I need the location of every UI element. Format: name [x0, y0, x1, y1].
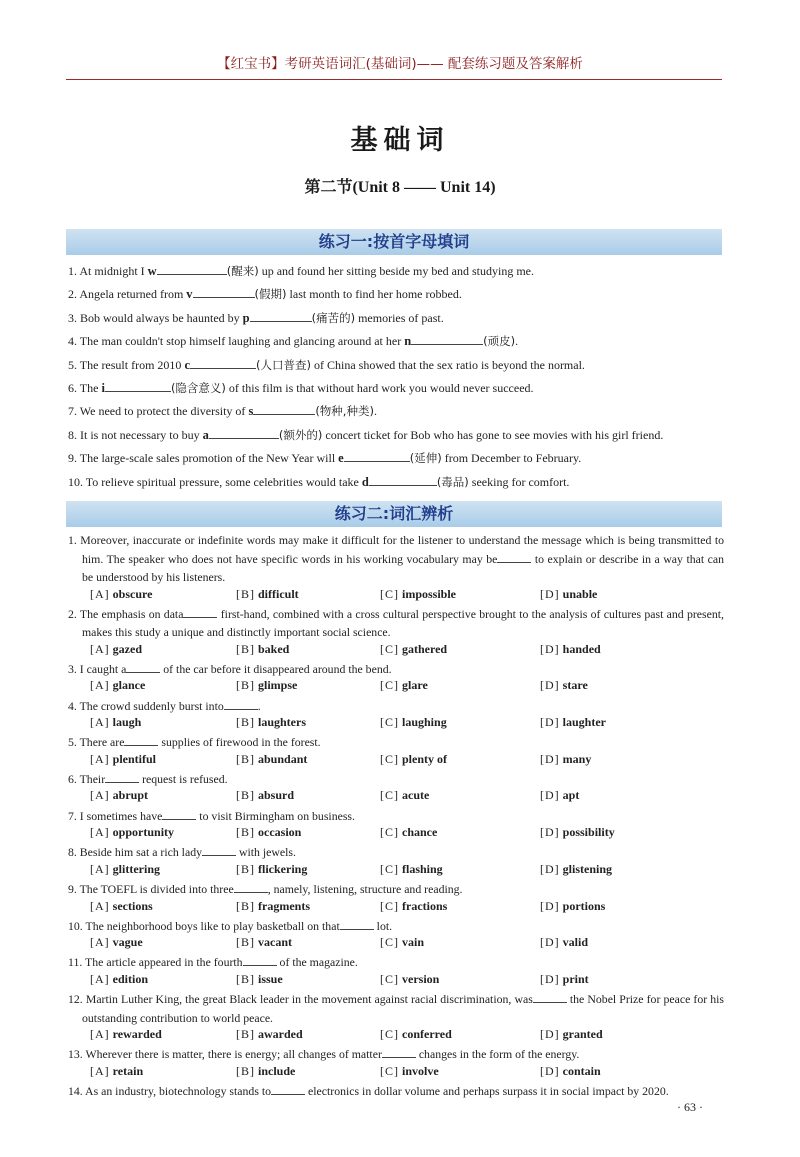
question-stem — [68, 605, 724, 642]
question-text-end: last month to find her home robbed. — [286, 287, 462, 302]
question-stem — [68, 660, 724, 679]
option-choice[interactable] — [236, 1027, 303, 1042]
answer-blank[interactable] — [344, 449, 410, 462]
option-label: [D] — [540, 751, 560, 766]
option-choice[interactable] — [236, 825, 301, 840]
page-title: 基础词 — [350, 125, 450, 156]
question-item — [68, 449, 720, 472]
option-label: [B] — [236, 715, 255, 730]
first-letter: s — [248, 404, 254, 419]
option-label: [D] — [540, 641, 560, 656]
question-item — [68, 309, 720, 332]
answer-blank[interactable] — [157, 262, 227, 275]
option-word: involve — [402, 1063, 439, 1078]
option-label: [C] — [380, 788, 399, 803]
option-choice[interactable] — [380, 1064, 439, 1079]
first-letter: i — [101, 380, 105, 395]
exercise1-banner: 练习一:按首字母填词 — [66, 229, 722, 255]
option-label: [B] — [236, 825, 255, 840]
answer-blank[interactable] — [271, 1082, 305, 1095]
option-choice[interactable] — [90, 899, 153, 914]
answer-blank[interactable] — [382, 1045, 416, 1058]
option-choice[interactable] — [236, 642, 289, 657]
question-text-end: supplies of firewood in the forest. — [158, 735, 321, 750]
question-stem — [68, 697, 724, 716]
answer-blank[interactable] — [105, 770, 139, 783]
option-choice[interactable] — [380, 972, 439, 987]
option-label: [A] — [90, 1063, 110, 1078]
options-row — [68, 642, 724, 660]
question-text: 5. There are — [68, 735, 125, 750]
option-choice[interactable] — [380, 935, 424, 950]
option-choice[interactable] — [90, 935, 143, 950]
option-label: [C] — [380, 678, 399, 693]
option-label: [D] — [540, 1063, 560, 1078]
option-choice[interactable] — [90, 1027, 162, 1042]
question-item — [68, 402, 720, 425]
question-stem — [68, 953, 724, 972]
option-choice[interactable] — [540, 899, 605, 914]
question-stem — [68, 843, 724, 862]
option-choice[interactable] — [540, 825, 615, 840]
answer-blank[interactable] — [243, 953, 277, 966]
options-row — [68, 972, 724, 990]
option-label: [A] — [90, 641, 110, 656]
question-text-end: with jewels. — [236, 845, 296, 860]
answer-blank[interactable] — [124, 733, 158, 746]
option-choice[interactable] — [540, 642, 601, 657]
option-word: apt — [562, 788, 580, 803]
option-label: [C] — [380, 1063, 399, 1078]
option-choice[interactable] — [540, 715, 606, 730]
option-label: [C] — [380, 898, 399, 913]
option-choice[interactable] — [90, 972, 148, 987]
option-word: occasion — [258, 825, 302, 840]
option-choice[interactable] — [236, 1064, 295, 1079]
option-label: [A] — [90, 861, 110, 876]
option-choice[interactable] — [540, 1027, 603, 1042]
chinese-hint: (物种,种类) — [315, 404, 374, 419]
option-label: [B] — [236, 641, 255, 656]
question-item — [68, 332, 720, 355]
chinese-hint: (毒品) — [436, 474, 469, 489]
chinese-hint: (延伸) — [409, 451, 442, 466]
exercise2-list — [68, 531, 724, 1100]
option-label: [D] — [540, 898, 560, 913]
question-stem — [68, 770, 724, 789]
option-word: valid — [562, 935, 589, 950]
options-row — [68, 587, 724, 605]
option-choice[interactable] — [380, 678, 428, 693]
option-word: glittering — [112, 861, 160, 876]
option-label: [C] — [380, 861, 399, 876]
chinese-hint: (隐含意义) — [170, 380, 226, 395]
question-text: 1. At midnight I — [68, 264, 148, 278]
question-text-end: of the magazine. — [276, 955, 358, 970]
question-item — [68, 285, 720, 308]
option-choice[interactable] — [90, 1064, 143, 1079]
option-word: handed — [562, 641, 601, 656]
option-word: impossible — [402, 586, 457, 601]
option-word: chance — [402, 825, 438, 840]
option-word: vain — [402, 935, 425, 950]
question-text-end: from December to February. — [441, 451, 582, 466]
chinese-hint: (人口普查) — [256, 357, 311, 372]
answer-blank[interactable] — [533, 990, 567, 1003]
running-header: 【红宝书】考研英语词汇(基础词)—— 配套练习题及答案解析 — [217, 56, 583, 72]
question-text: 9. The large-scale sales promotion of the New Year will — [68, 451, 339, 466]
option-choice[interactable] — [236, 935, 292, 950]
option-label: [A] — [90, 935, 110, 950]
question-text: 14. As an industry, biotechnology stands to — [68, 1083, 272, 1098]
option-label: [B] — [236, 751, 255, 766]
question-stem — [68, 880, 724, 899]
first-letter: w — [147, 264, 157, 278]
option-word: print — [562, 971, 589, 986]
option-word: awarded — [258, 1027, 303, 1042]
answer-blank[interactable] — [234, 880, 268, 893]
option-word: plentiful — [112, 751, 157, 766]
question-text-end: of this film is that without hard work you would never succeed. — [225, 380, 534, 395]
option-label: [A] — [90, 586, 110, 601]
first-letter: d — [361, 474, 369, 489]
question-text-end: electronics in dollar volume and perhaps surpass it in social impact by 2020. — [305, 1083, 669, 1098]
option-word: issue — [258, 971, 283, 986]
option-choice[interactable] — [380, 642, 447, 657]
question-text-end: . — [257, 698, 261, 713]
option-label: [D] — [540, 678, 560, 693]
question-text-end: changes in the form of the energy. — [415, 1047, 580, 1062]
option-word: acute — [402, 788, 430, 803]
answer-blank[interactable] — [250, 309, 312, 322]
options-row — [68, 715, 724, 733]
option-label: [A] — [90, 825, 110, 840]
question-text-end: first-hand, combined with a cross cultural perspective brought to the analysis of cultures past and present, makes this study a unique and distinctly important social science. — [82, 606, 724, 640]
question-text: 10. To relieve spiritual pressure, some celebrities would take — [68, 474, 362, 489]
option-label: [C] — [380, 715, 399, 730]
option-word: difficult — [258, 586, 299, 601]
options-row — [68, 825, 724, 843]
option-choice[interactable] — [380, 825, 437, 840]
question-text: 6. The — [68, 380, 102, 395]
question-text: 8. It is not necessary to buy — [68, 427, 203, 442]
chinese-hint: (假期) — [254, 287, 287, 302]
chinese-hint: (额外的) — [278, 427, 323, 442]
option-label: [D] — [540, 586, 560, 601]
question-item — [68, 356, 720, 379]
first-letter: e — [338, 451, 344, 466]
answer-blank[interactable] — [411, 332, 483, 345]
question-text: 4. The crowd suddenly burst into — [68, 698, 224, 713]
question-text: 1. Moreover, inaccurate or indefinite words may make it difficult for the listener to understand the message which is being transmitted to him. The speaker who does not have specific words in his working vocabulary may be — [68, 533, 724, 566]
question-text: 5. The result from 2010 — [68, 357, 185, 372]
option-choice[interactable] — [236, 715, 306, 730]
question-stem — [68, 917, 724, 936]
question-stem — [68, 733, 724, 752]
option-label: [A] — [90, 788, 110, 803]
answer-blank[interactable] — [183, 605, 217, 618]
options-row — [68, 1027, 724, 1045]
question-text-end: . — [373, 404, 377, 419]
option-label: [D] — [540, 715, 560, 730]
option-word: opportunity — [112, 825, 175, 840]
answer-blank[interactable] — [105, 379, 171, 392]
question-stem — [68, 1082, 724, 1101]
option-label: [D] — [540, 935, 560, 950]
answer-blank[interactable] — [209, 426, 279, 439]
question-stem — [68, 531, 724, 587]
first-letter: n — [404, 334, 412, 349]
option-choice[interactable] — [540, 587, 597, 602]
option-label: [D] — [540, 1027, 560, 1042]
option-word: fractions — [402, 898, 448, 913]
answer-blank[interactable] — [340, 917, 374, 930]
question-item — [68, 426, 720, 449]
exercise1-list — [68, 262, 720, 496]
option-word: gazed — [112, 641, 142, 656]
option-choice[interactable] — [380, 715, 447, 730]
option-word: conferred — [402, 1027, 452, 1042]
question-text-end: of the car before it disappeared around the bend. — [160, 661, 392, 676]
options-row — [68, 788, 724, 806]
option-word: fragments — [258, 898, 310, 913]
answer-blank[interactable] — [162, 807, 196, 820]
option-label: [B] — [236, 1063, 255, 1078]
answer-blank[interactable] — [193, 285, 255, 298]
question-text-end: seeking for comfort. — [468, 474, 570, 489]
question-text-end: . — [515, 334, 519, 349]
option-label: [B] — [236, 971, 255, 986]
question-text: 4. The man couldn't stop himself laughing and glancing around at her — [68, 334, 405, 349]
option-word: edition — [112, 971, 149, 986]
option-choice[interactable] — [90, 587, 152, 602]
option-label: [C] — [380, 641, 399, 656]
question-text-end: to explain or describe in a way that can be understood by his listeners. — [82, 551, 725, 584]
option-label: [D] — [540, 788, 560, 803]
question-text: 3. Bob would always be haunted by — [68, 310, 243, 325]
option-choice[interactable] — [90, 825, 174, 840]
option-word: abundant — [258, 751, 308, 766]
option-label: [B] — [236, 788, 255, 803]
question-stem — [68, 807, 724, 826]
option-label: [D] — [540, 971, 560, 986]
question-text-end: request is refused. — [139, 771, 228, 786]
option-choice[interactable] — [540, 972, 589, 987]
option-label: [A] — [90, 898, 110, 913]
question-text: 7. We need to protect the diversity of — [68, 404, 249, 419]
section-subtitle: 第二节(Unit 8 —— Unit 14) — [304, 179, 496, 196]
option-word: rewarded — [112, 1027, 162, 1042]
option-choice[interactable] — [380, 752, 447, 767]
option-word: flashing — [402, 861, 443, 876]
option-choice[interactable] — [540, 862, 612, 877]
option-word: stare — [562, 678, 588, 693]
option-label: [B] — [236, 678, 255, 693]
answer-blank[interactable] — [190, 356, 256, 369]
option-word: glare — [402, 678, 428, 693]
question-item — [68, 262, 720, 285]
option-word: unable — [562, 586, 598, 601]
exercise2-banner: 练习二:词汇辨析 — [66, 501, 722, 527]
first-letter: a — [202, 427, 209, 442]
question-text-end: of China showed that the sex ratio is beyond the normal. — [310, 357, 585, 372]
option-word: flickering — [258, 861, 308, 876]
option-choice[interactable] — [236, 788, 294, 803]
chinese-hint: (醒来) — [226, 264, 259, 278]
first-letter: p — [242, 310, 250, 325]
first-letter: c — [184, 357, 190, 372]
option-word: laughter — [562, 715, 607, 730]
option-word: obscure — [112, 586, 153, 601]
option-choice[interactable] — [236, 678, 297, 693]
option-label: [C] — [380, 1027, 399, 1042]
options-row — [68, 1064, 724, 1082]
option-word: glimpse — [258, 678, 298, 693]
option-label: [A] — [90, 678, 110, 693]
question-text: 9. The TOEFL is divided into three — [68, 882, 234, 896]
option-word: laughing — [402, 715, 447, 730]
answer-blank[interactable] — [224, 697, 258, 710]
question-text-end: to visit Birmingham on business. — [196, 808, 355, 823]
options-row — [68, 899, 724, 917]
options-row — [68, 752, 724, 770]
answer-blank[interactable] — [253, 402, 315, 415]
option-word: glistening — [562, 861, 613, 876]
option-choice[interactable] — [90, 642, 142, 657]
answer-blank[interactable] — [369, 473, 437, 486]
option-label: [A] — [90, 971, 110, 986]
option-choice[interactable] — [236, 862, 307, 877]
answer-blank[interactable] — [126, 660, 160, 673]
question-text: 8. Beside him sat a rich lady — [68, 845, 202, 860]
question-text-end: memories of past. — [355, 310, 444, 325]
option-label: [C] — [380, 751, 399, 766]
option-word: possibility — [562, 825, 615, 840]
option-choice[interactable] — [540, 935, 588, 950]
option-choice[interactable] — [90, 752, 156, 767]
question-text: 12. Martin Luther King, the great Black leader in the movement against racial discrimination, was — [68, 992, 533, 1007]
question-stem — [68, 1045, 724, 1064]
option-choice[interactable] — [236, 752, 307, 767]
option-word: granted — [562, 1027, 603, 1042]
option-label: [B] — [236, 861, 255, 876]
option-label: [D] — [540, 825, 560, 840]
question-text: 13. Wherever there is matter, there is energy; all changes of matter — [68, 1047, 382, 1062]
option-choice[interactable] — [380, 1027, 452, 1042]
option-word: gathered — [402, 641, 448, 656]
option-label: [B] — [236, 935, 255, 950]
question-text: 2. Angela returned from — [68, 287, 187, 302]
page-number: · 63 · — [677, 1100, 703, 1114]
option-label: [B] — [236, 1027, 255, 1042]
option-choice[interactable] — [90, 788, 148, 803]
option-label: [C] — [380, 935, 399, 950]
option-label: [A] — [90, 1027, 110, 1042]
question-text: 6. Their — [68, 771, 106, 786]
question-text: 7. I sometimes have — [68, 808, 163, 823]
options-row — [68, 678, 724, 696]
option-word: version — [402, 971, 440, 986]
question-text: 11. The article appeared in the fourth — [68, 955, 243, 970]
option-choice[interactable] — [540, 752, 591, 767]
question-text-end: up and found her sitting beside my bed and studying me. — [258, 264, 534, 278]
option-choice[interactable] — [380, 862, 443, 877]
question-item — [68, 473, 720, 496]
question-text-end: lot. — [373, 918, 393, 933]
option-choice[interactable] — [540, 1064, 601, 1079]
option-word: laugh — [112, 715, 142, 730]
option-word: sections — [112, 898, 153, 913]
answer-blank[interactable] — [497, 550, 531, 563]
chinese-hint: (痛苦的) — [311, 310, 356, 325]
option-word: laughters — [258, 715, 306, 730]
option-word: portions — [562, 898, 606, 913]
option-choice[interactable] — [90, 715, 141, 730]
option-choice[interactable] — [540, 678, 588, 693]
question-text: 2. The emphasis on data — [68, 606, 184, 621]
option-choice[interactable] — [90, 678, 145, 693]
option-choice[interactable] — [380, 587, 456, 602]
option-word: retain — [112, 1063, 144, 1078]
question-item — [68, 379, 720, 402]
option-choice[interactable] — [236, 587, 299, 602]
option-label: [C] — [380, 971, 399, 986]
option-word: contain — [562, 1063, 601, 1078]
option-word: baked — [258, 641, 290, 656]
option-choice[interactable] — [236, 972, 283, 987]
first-letter: v — [186, 287, 193, 302]
options-row — [68, 935, 724, 953]
options-row — [68, 862, 724, 880]
question-text-end: , namely, listening, structure and reading. — [267, 882, 463, 896]
option-label: [C] — [380, 825, 399, 840]
question-stem — [68, 990, 724, 1027]
chinese-hint: (顽皮) — [483, 334, 516, 349]
question-text: 3. I caught a — [68, 661, 127, 676]
option-label: [A] — [90, 715, 110, 730]
option-word: many — [562, 751, 592, 766]
option-label: [B] — [236, 586, 255, 601]
option-label: [A] — [90, 751, 110, 766]
option-word: absurd — [258, 788, 295, 803]
answer-blank[interactable] — [202, 843, 236, 856]
option-word: vague — [112, 935, 143, 950]
question-text-end: concert ticket for Bob who has gone to see movies with his girl friend. — [322, 427, 664, 442]
option-label: [B] — [236, 898, 255, 913]
option-word: include — [258, 1063, 296, 1078]
option-choice[interactable] — [540, 788, 579, 803]
option-label: [C] — [380, 586, 399, 601]
option-word: vacant — [258, 935, 292, 950]
option-label: [D] — [540, 861, 560, 876]
option-word: abrupt — [112, 788, 149, 803]
question-text: 10. The neighborhood boys like to play basketball on that — [68, 918, 340, 933]
header-rule — [66, 79, 722, 80]
option-choice[interactable] — [90, 862, 160, 877]
option-word: plenty of — [402, 751, 447, 766]
option-choice[interactable] — [380, 899, 447, 914]
question-text-end: the Nobel Prize for peace for his outstanding contribution to world peace. — [82, 992, 724, 1025]
option-word: glance — [112, 678, 146, 693]
option-choice[interactable] — [380, 788, 429, 803]
option-choice[interactable] — [236, 899, 310, 914]
